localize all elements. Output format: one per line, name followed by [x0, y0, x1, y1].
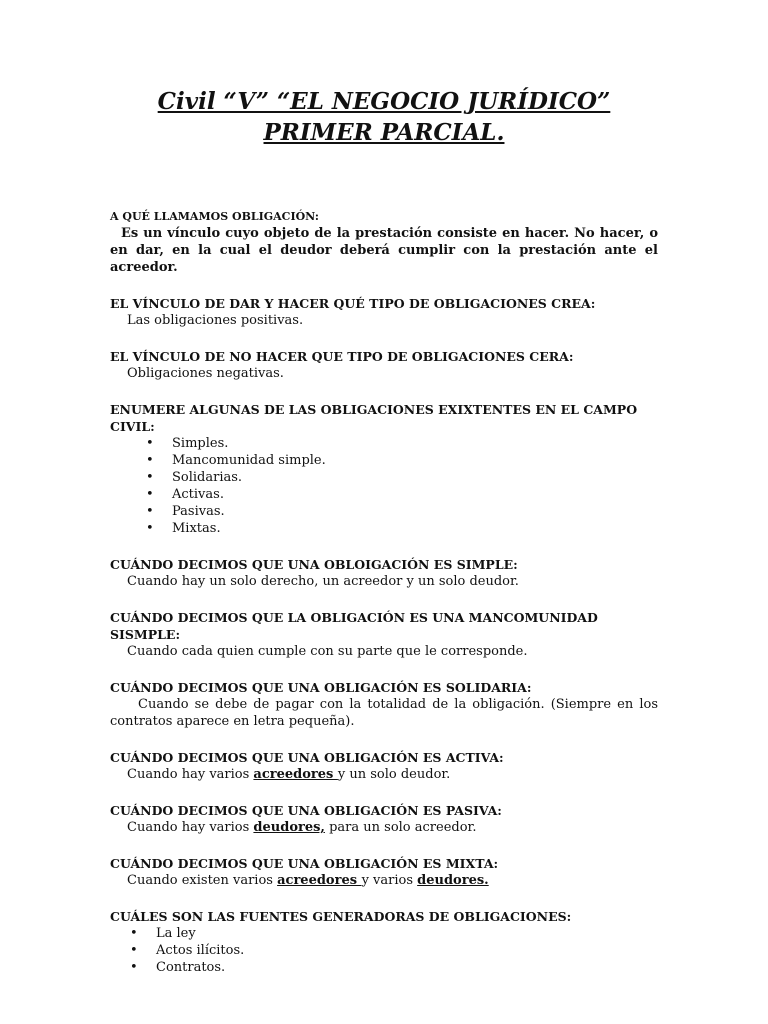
question-heading: ENUMERE ALGUNAS DE LAS OBLIGACIONES EXIXTENTES EN EL CAMPO CIVIL:	[110, 402, 638, 434]
list-item	[146, 503, 658, 520]
question-heading: CUÁNDO DECIMOS QUE UNA OBLIGACIÓN ES ACTIVA:	[110, 750, 504, 765]
answer-text	[110, 766, 658, 783]
list-item	[146, 452, 658, 469]
question-heading: A QUÉ LLAMAMOS OBLIGACIÓN:	[110, 210, 319, 223]
section-simple	[110, 556, 658, 590]
answer-text-part: Cuando hay varios	[127, 767, 254, 782]
section-no-hacer	[110, 348, 658, 382]
question-heading: CUÁNDO DECIMOS QUE UNA OBLIGACIÓN ES SOLIDARIA:	[110, 680, 532, 695]
answer-text-part: y un solo deudor.	[337, 767, 451, 782]
bullet-icon: •	[146, 487, 154, 502]
answer-text: Cuando hay un solo derecho, un acreedor y un solo deudor.	[127, 574, 519, 589]
list-item-text: Pasivas.	[172, 504, 225, 519]
list-item	[130, 942, 658, 959]
bullet-icon: •	[146, 436, 154, 451]
list-item-text: Solidarias.	[172, 470, 243, 485]
list-item-text: Mancomunidad simple.	[172, 453, 326, 468]
question-heading: CUÁNDO DECIMOS QUE UNA OBLOIGACIÓN ES SIMPLE:	[110, 557, 518, 572]
section-dar-hacer	[110, 295, 658, 329]
question-heading: EL VÍNCULO DE DAR Y HACER QUÉ TIPO DE OBLIGACIONES CREA:	[110, 296, 596, 311]
section-solidaria	[110, 679, 658, 730]
list-item-text: Contratos.	[156, 960, 226, 975]
bullet-icon: •	[146, 453, 154, 468]
section-mancomunidad	[110, 609, 658, 660]
list-item	[130, 925, 658, 942]
bullet-icon: •	[130, 926, 138, 941]
section-obligaciones-civil	[110, 401, 658, 537]
answer-text: Es un vínculo cuyo objeto de la prestación consiste en hacer. No hacer, o en dar, en la cual el deudor deberá cumplir con la prestación ante el acreedor.	[110, 226, 658, 275]
question-heading: CUÁNDO DECIMOS QUE LA OBLIGACIÓN ES UNA MANCOMUNIDAD SISMPLE:	[110, 610, 598, 642]
bullet-icon: •	[146, 521, 154, 536]
section-pasiva	[110, 802, 658, 836]
document-body	[110, 208, 658, 995]
section-mixta	[110, 855, 658, 889]
list-item	[146, 486, 658, 503]
section-obligacion	[110, 208, 658, 276]
list-item	[146, 469, 658, 486]
emphasis-text: acreedores	[277, 873, 362, 888]
list-item	[146, 520, 658, 537]
bullet-icon: •	[130, 943, 138, 958]
document-title: Civil “V” “EL NEGOCIO JURÍDICO” PRIMER PARCIAL.	[157, 88, 611, 146]
emphasis-text: acreedores	[253, 767, 338, 782]
list-item-text: Actos ilícitos.	[156, 943, 245, 958]
emphasis-text: deudores.	[417, 873, 489, 888]
bullet-icon: •	[146, 504, 154, 519]
answer-text-part: y varios	[361, 873, 418, 888]
section-fuentes	[110, 908, 658, 976]
sources-list	[110, 925, 658, 976]
list-item-text: La ley	[156, 926, 196, 941]
answer-text	[110, 819, 658, 836]
question-heading: CUÁNDO DECIMOS QUE UNA OBLIGACIÓN ES PASIVA:	[110, 803, 502, 818]
answer-text: Cuando se debe de pagar con la totalidad de la obligación. (Siempre en los contratos aparece en letra pequeña).	[110, 697, 658, 729]
answer-text-part: para un solo acreedor.	[324, 820, 477, 835]
question-heading: EL VÍNCULO DE NO HACER QUE TIPO DE OBLIGACIONES CERA:	[110, 349, 574, 364]
answer-text-part: Cuando existen varios	[127, 873, 278, 888]
question-heading: CUÁNDO DECIMOS QUE UNA OBLIGACIÓN ES MIXTA:	[110, 856, 499, 871]
answer-text: Obligaciones negativas.	[127, 366, 284, 381]
answer-text-part: Cuando hay varios	[127, 820, 254, 835]
section-activa	[110, 749, 658, 783]
list-item-text: Simples.	[172, 436, 229, 451]
answer-text: Las obligaciones positivas.	[127, 313, 304, 328]
list-item	[130, 959, 658, 976]
bullet-icon: •	[146, 470, 154, 485]
question-heading: CUÁLES SON LAS FUENTES GENERADORAS DE OBLIGACIONES:	[110, 909, 572, 924]
answer-text: Cuando cada quien cumple con su parte que le corresponde.	[127, 644, 528, 659]
answer-text	[110, 872, 658, 889]
obligation-types-list	[110, 435, 658, 537]
bullet-icon: •	[130, 960, 138, 975]
emphasis-text: deudores,	[253, 820, 325, 835]
list-item	[146, 435, 658, 452]
list-item-text: Mixtas.	[172, 521, 221, 536]
list-item-text: Activas.	[172, 487, 224, 502]
